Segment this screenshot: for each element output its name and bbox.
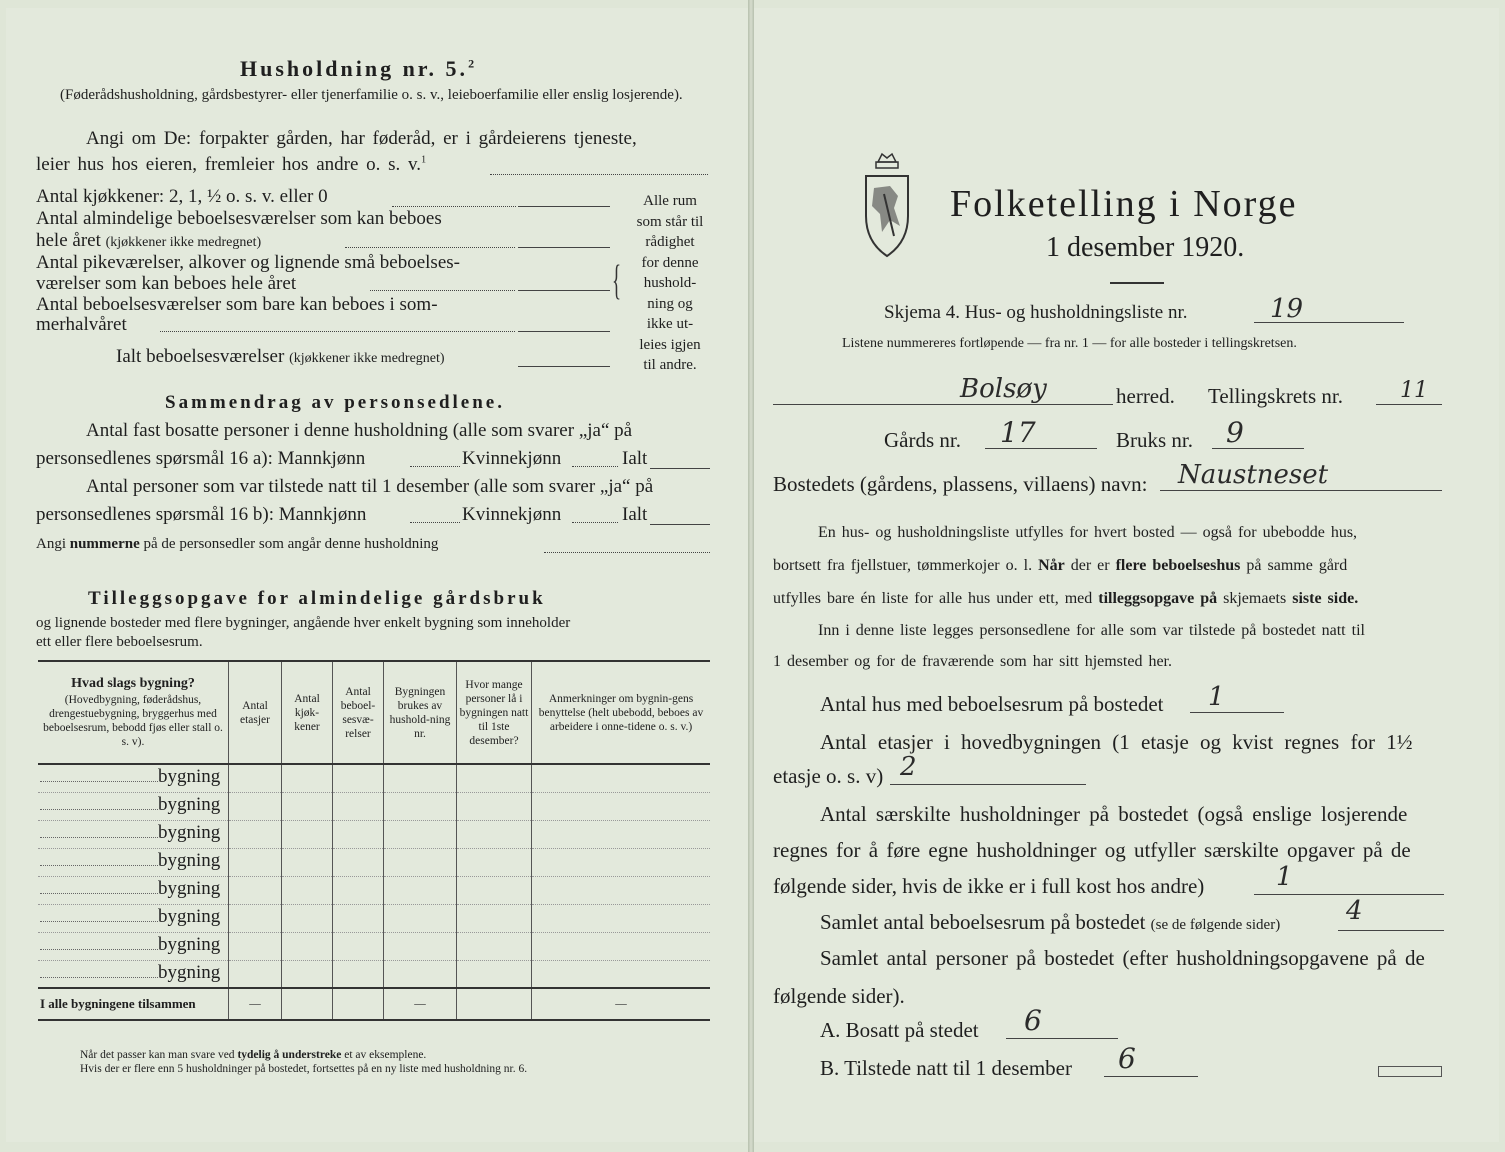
total-row: [38, 988, 710, 1020]
row-label: bygning: [158, 878, 221, 899]
fast-ialt-field[interactable]: [650, 468, 710, 469]
gards-label: Gårds nr.: [884, 428, 961, 452]
q-etasjer-field[interactable]: [890, 784, 1086, 785]
tillegg-sub-1: og lignende bosteder med flere bygninger, angående hver enkelt bygning som inneholder: [36, 615, 571, 631]
total-vaerelser[interactable]: [333, 988, 384, 1020]
pike-label-2: værelser som kan beboes hele året: [36, 273, 297, 294]
cell-personer[interactable]: [457, 904, 532, 932]
cell-vaerelser[interactable]: [333, 932, 384, 960]
cell-brukes[interactable]: [384, 820, 457, 848]
cell-vaerelser[interactable]: [333, 876, 384, 904]
cell-kjokkener[interactable]: [282, 764, 333, 792]
cell-brukes[interactable]: [384, 960, 457, 988]
q-pers-2: følgende sider).: [773, 984, 905, 1008]
tilstede-line-2: personsedlenes spørsmål 16 b): Mannkjønn: [36, 504, 367, 525]
total-anm: —: [532, 988, 711, 1020]
table-row: [38, 820, 710, 848]
tilstede-ialt-field[interactable]: [650, 524, 710, 525]
cell-anm[interactable]: [532, 960, 711, 988]
tellingskrets-field[interactable]: [1376, 404, 1442, 405]
cell-kjokkener[interactable]: [282, 876, 333, 904]
pike-label-1: Antal pikeværelser, alkover og lignende små beboelses-: [36, 252, 460, 273]
tilstede-ialt-label: Ialt: [622, 504, 648, 525]
q-etasjer-1: Antal etasjer i hovedbygningen (1 etasje og kvist regnes for 1½: [820, 730, 1413, 754]
row-label: bygning: [158, 766, 221, 788]
bosted-field[interactable]: [1160, 490, 1442, 491]
cell-vaerelser[interactable]: [333, 904, 384, 932]
skjema-label: Skjema 4. Hus- og husholdningsliste nr.: [884, 302, 1188, 323]
cell-anm[interactable]: [532, 792, 711, 820]
cell-etasjer[interactable]: [229, 792, 282, 820]
sommer-label-1: Antal beboelsesværelser som bare kan beboes i som-: [36, 294, 438, 315]
q-hush-3: følgende sider, hvis de ikke er i full kost hos andre): [773, 874, 1205, 898]
household-subtitle: (Føderådshusholdning, gårdsbestyrer- eller tjenerfamilie o. s. v., leieboerfamilie eller enslig losjerende).: [60, 87, 683, 103]
cell-etasjer[interactable]: [229, 820, 282, 848]
cell-kjokkener[interactable]: [282, 848, 333, 876]
ialt-label: Ialt beboelsesværelser (kjøkkener ikke medregnet): [116, 346, 445, 367]
building-table: [38, 660, 710, 1021]
herred-field[interactable]: [773, 404, 1113, 405]
q-rum-value: 4: [1346, 896, 1363, 926]
building-type-cell[interactable]: [38, 820, 229, 848]
cell-etasjer[interactable]: [229, 932, 282, 960]
instr-1: En hus- og husholdningsliste utfylles for hvert bosted — også for ubebodde hus,: [818, 524, 1358, 541]
sommer-dots: [160, 331, 515, 332]
fast-kvinne-field[interactable]: [572, 466, 618, 467]
date-title: 1 desember 1920.: [1046, 232, 1245, 263]
cell-personer[interactable]: [457, 764, 532, 792]
cell-anm[interactable]: [532, 876, 711, 904]
tellingskrets-value: 11: [1400, 378, 1428, 403]
table-row: [38, 848, 710, 876]
table-row: [38, 904, 710, 932]
cell-personer[interactable]: [457, 820, 532, 848]
q-hus-label: Antal hus med beboelsesrum på bostedet: [820, 692, 1164, 716]
q-rum-field[interactable]: [1338, 930, 1444, 931]
cell-vaerelser[interactable]: [333, 848, 384, 876]
kjokkener-dots: [392, 206, 516, 207]
col-anm-header: Anmerkninger om bygnin-gens benyttelse (helt ubebodd, beboes av arbeidere i onne-tidene o. s. v.): [532, 661, 711, 764]
cell-kjokkener[interactable]: [282, 792, 333, 820]
instr-3: utfylles bare én liste for alle hus under ett, med tilleggsopgave på skjemaets siste side.: [773, 590, 1359, 607]
building-type-cell[interactable]: [38, 960, 229, 988]
q-etasjer-2: etasje o. s. v): [773, 764, 884, 788]
table-row: [38, 876, 710, 904]
col-brukes-header: Bygningen brukes av hushold-ning nr.: [384, 661, 457, 764]
cell-personer[interactable]: [457, 792, 532, 820]
col-kjokkener-header: Antal kjøk-kener: [282, 661, 333, 764]
q-rum-label: Samlet antal beboelsesrum på bostedet (se de følgende sider): [820, 910, 1281, 934]
row-label: bygning: [158, 961, 221, 983]
gards-value: 17: [1000, 416, 1036, 449]
col-personer-header: Hvor mange personer lå i bygningen natt til 1ste desember?: [457, 661, 532, 764]
title-divider: [1110, 282, 1164, 284]
cell-brukes[interactable]: [384, 904, 457, 932]
cell-brukes[interactable]: [384, 848, 457, 876]
building-type-cell[interactable]: [38, 876, 229, 904]
cell-kjokkener[interactable]: [282, 820, 333, 848]
herred-value: Bolsøy: [960, 374, 1047, 404]
sammendrag-title: Sammendrag av personsedlene.: [165, 392, 505, 413]
cell-anm[interactable]: [532, 764, 711, 792]
building-type-cell[interactable]: [38, 932, 229, 960]
b-label: B. Tilstede natt til 1 desember: [820, 1056, 1072, 1080]
row-label: bygning: [158, 822, 221, 843]
listene-note: Listene nummereres fortløpende — fra nr. 1 — for alle bosteder i tellingskretsen.: [842, 336, 1297, 351]
bruks-value: 9: [1226, 416, 1244, 449]
angi-line-1: Angi om De: forpakter gården, har føderåd, er i gårdeierens tjeneste,: [86, 128, 637, 149]
tellingskrets-label: Tellingskrets nr.: [1208, 384, 1344, 408]
cell-vaerelser[interactable]: [333, 820, 384, 848]
total-label: I alle bygningene tilsammen: [40, 996, 196, 1011]
cell-brukes[interactable]: [384, 876, 457, 904]
b-value: 6: [1118, 1042, 1136, 1075]
total-personer[interactable]: [457, 988, 532, 1020]
main-title: Folketelling i Norge: [950, 183, 1298, 225]
b-field[interactable]: [1104, 1076, 1198, 1077]
cell-anm[interactable]: [532, 848, 711, 876]
cell-anm[interactable]: [532, 904, 711, 932]
table-row: [38, 932, 710, 960]
cell-personer[interactable]: [457, 848, 532, 876]
building-type-cell[interactable]: [38, 764, 229, 792]
row-label: bygning: [158, 794, 221, 815]
cell-etasjer[interactable]: [229, 904, 282, 932]
cell-vaerelser[interactable]: [333, 764, 384, 792]
q-hus-value: 1: [1208, 682, 1225, 712]
tillegg-title: Tilleggsopgave for almindelige gårdsbruk: [88, 588, 546, 609]
cell-kjokkener[interactable]: [282, 932, 333, 960]
cell-brukes[interactable]: [384, 932, 457, 960]
herred-label: herred.: [1116, 384, 1175, 408]
instr-5: 1 desember og for de fraværende som har sitt hjemsted her.: [773, 653, 1172, 670]
footnote-2: Hvis der er flere enn 5 husholdninger på bostedet, fortsettes på en ny liste med husholdning nr. 6.: [80, 1063, 528, 1075]
total-brukes: —: [384, 988, 457, 1020]
angi-nummerne: Angi nummerne på de personsedler som angår denne husholdning: [36, 536, 439, 552]
printer-stamp: [1378, 1066, 1442, 1077]
angi-answer-line[interactable]: [490, 174, 708, 175]
cell-vaerelser[interactable]: [333, 960, 384, 988]
q-hush-2: regnes for å føre egne husholdninger og utfyller særskilte opgaver på de: [773, 838, 1411, 862]
building-type-cell[interactable]: [38, 792, 229, 820]
nummerne-field[interactable]: [544, 552, 710, 553]
footnote-1: Når det passer kan man svare ved tydelig å understreke et av eksemplene.: [80, 1049, 427, 1061]
q-pers-1: Samlet antal personer på bostedet (efter husholdningsopgavene på de: [820, 946, 1425, 970]
fast-mann-field[interactable]: [410, 466, 460, 467]
bosted-label: Bostedets (gårdens, plassens, villaens) navn:: [773, 472, 1148, 496]
skjema-value: 19: [1270, 294, 1304, 324]
building-type-cell[interactable]: [38, 904, 229, 932]
alm-field[interactable]: [518, 247, 610, 248]
alm-dots: [345, 247, 515, 248]
total-etasjer: —: [229, 988, 282, 1020]
sommer-field[interactable]: [518, 331, 610, 332]
sommer-label-2: merhalvåret: [36, 314, 127, 335]
bosted-value: Naustneset: [1178, 460, 1329, 490]
tilstede-kvinne-label: Kvinnekjønn: [462, 504, 562, 525]
cell-personer[interactable]: [457, 960, 532, 988]
pike-field[interactable]: [518, 290, 610, 291]
cell-vaerelser[interactable]: [333, 792, 384, 820]
cell-personer[interactable]: [457, 876, 532, 904]
alm-label-2: hele året (kjøkkener ikke medregnet): [36, 230, 262, 251]
tilstede-mann-field[interactable]: [410, 522, 460, 523]
tilstede-kvinne-field[interactable]: [572, 522, 618, 523]
a-value: 6: [1024, 1004, 1042, 1037]
cell-brukes[interactable]: [384, 792, 457, 820]
row-label: bygning: [158, 934, 221, 955]
fast-line-1: Antal fast bosatte personer i denne husholdning (alle som svarer „ja“ på: [86, 420, 633, 441]
cell-kjokkener[interactable]: [282, 960, 333, 988]
instr-4: Inn i denne liste legges personsedlene for alle som var tilstede på bostedet natt til: [818, 622, 1365, 639]
alm-label-1: Antal almindelige beboelsesværelser som kan beboes: [36, 208, 442, 229]
cell-brukes[interactable]: [384, 764, 457, 792]
instr-2: bortsett fra fjellstuer, tømmerkojer o. l. Når der er flere beboelseshus på samme gård: [773, 557, 1348, 574]
a-field[interactable]: [1006, 1038, 1118, 1039]
tilstede-line-1: Antal personer som var tilstede natt til 1 desember (alle som svarer „ja“ på: [86, 476, 654, 497]
q-hush-value: 1: [1276, 862, 1293, 892]
bruks-label: Bruks nr.: [1116, 428, 1194, 452]
cell-anm[interactable]: [532, 820, 711, 848]
kjokkener-label: Antal kjøkkener: 2, 1, ½ o. s. v. eller 0: [36, 186, 328, 207]
total-kjokkener[interactable]: [282, 988, 333, 1020]
q-hus-field[interactable]: [1190, 712, 1284, 713]
col-vaerelser-header: Antal beboel-sesvæ-relser: [333, 661, 384, 764]
table-row: [38, 960, 710, 988]
building-type-cell[interactable]: [38, 848, 229, 876]
page-fold: [748, 0, 754, 1152]
row-label: bygning: [158, 850, 221, 871]
cell-etasjer[interactable]: [229, 876, 282, 904]
row-label: bygning: [158, 906, 221, 927]
table-row: [38, 792, 710, 820]
col-etasjer-header: Antal etasjer: [229, 661, 282, 764]
cell-etasjer[interactable]: [229, 764, 282, 792]
pike-dots: [370, 290, 515, 291]
kjokkener-field[interactable]: [518, 206, 610, 207]
household-title: Husholdning nr. 5.$^2$: [240, 56, 478, 81]
ialt-field[interactable]: [518, 366, 610, 367]
q-hush-1: Antal særskilte husholdninger på bostedet (også enslige losjerende: [820, 802, 1408, 826]
cell-personer[interactable]: [457, 932, 532, 960]
cell-etasjer[interactable]: [229, 848, 282, 876]
brace: {: [612, 258, 622, 304]
fast-ialt-label: Ialt: [622, 448, 648, 469]
side-note: Alle rum som står til rådighet for denne hushold- ning og ikke ut- leies igjen til andre.: [636, 193, 704, 373]
fast-kvinne-label: Kvinnekjønn: [462, 448, 562, 469]
q-hush-field[interactable]: [1254, 894, 1444, 895]
cell-kjokkener[interactable]: [282, 904, 333, 932]
a-label: A. Bosatt på stedet: [820, 1018, 979, 1042]
col-type-header: Hvad slags bygning? (Hovedbygning, føderådshus, drengestuebygning, bryggerhus med beboelsesrum, bebodd fjøs eller stall o. s. v).: [43, 675, 223, 748]
angi-line-2: leier hus hos eieren, fremleier hos andre o. s. v.$^1$: [36, 154, 427, 175]
q-etasjer-value: 2: [900, 752, 917, 782]
tillegg-sub-2: ett eller flere beboelsesrum.: [36, 634, 203, 650]
table-row: [38, 764, 710, 792]
cell-etasjer[interactable]: [229, 960, 282, 988]
coat-of-arms-icon: [860, 150, 914, 262]
cell-anm[interactable]: [532, 932, 711, 960]
fast-line-2: personsedlenes spørsmål 16 a): Mannkjønn: [36, 448, 366, 469]
